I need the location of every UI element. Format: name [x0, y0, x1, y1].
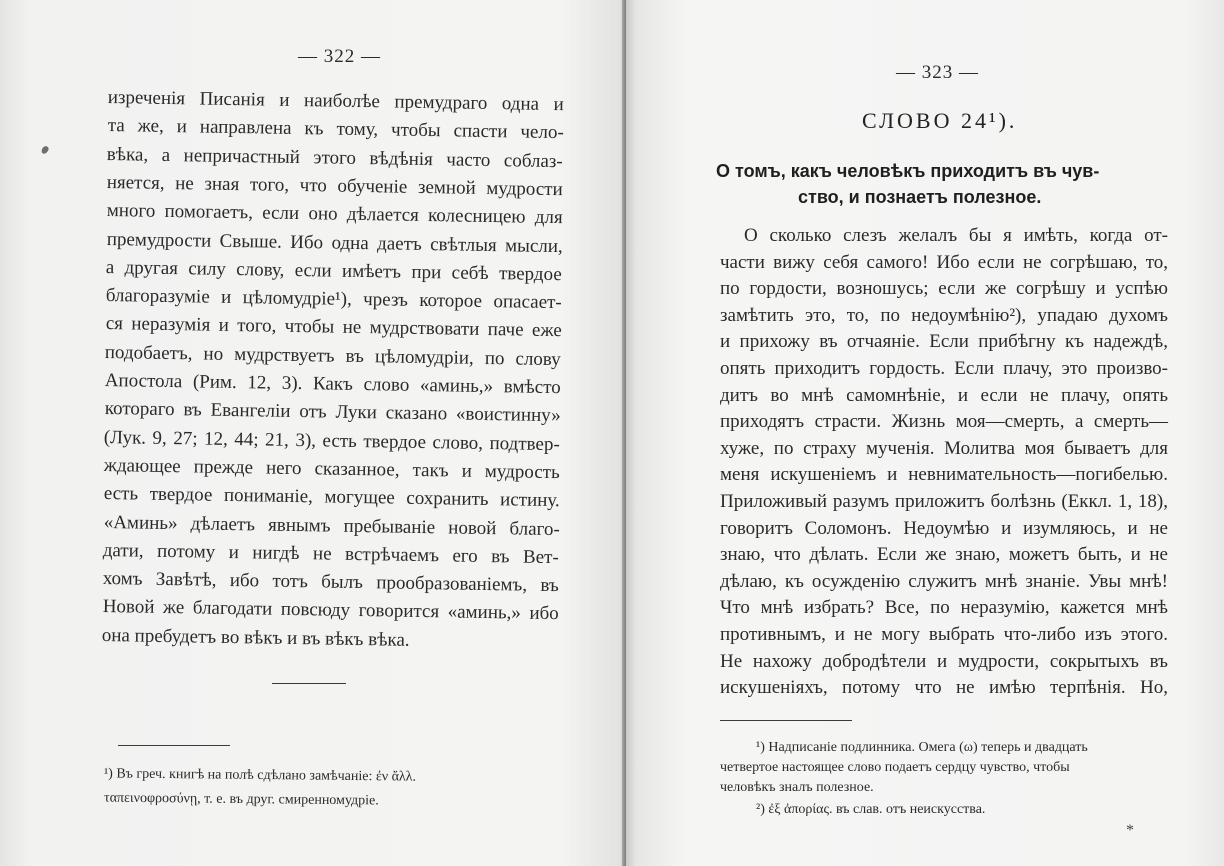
body-line: подобаетъ, но мудрствуетъ въ цѣломудріи, по слову [104, 341, 562, 370]
body-line: «Аминь» дѣлаетъ явнымъ пребываніе новой благо- [103, 511, 560, 540]
body-line: Новой же благодати повсюду говорится «аминь,» ибо [102, 596, 559, 625]
footnote-line: ταπεινοφροσύνῃ, т. е. въ друг. смиренномудріе. [103, 790, 379, 809]
body-line: хуже, по страху мученія. Молитва моя бываетъ для [720, 437, 1168, 459]
body-line: дѣлаю, къ осужденію служитъ мнѣ знаніе. Увы мнѣ! [720, 570, 1168, 592]
body-line: премудрости Свыше. Ибо одна даетъ свѣтлыя мысли, [106, 228, 563, 257]
body-line: Не нахожу добродѣтели и мудрости, сокрытыхъ въ [720, 650, 1168, 672]
footnote-line: ¹) Въ греч. книгѣ на полѣ сдѣлано замѣчаніе: ἐν ἄλλ. [103, 766, 417, 785]
subtitle-line: О томъ, какъ человѣкъ приходитъ въ чув- [716, 161, 1100, 181]
body-line: замѣтить это, то, по недоумѣнію²), упадаю духомъ [720, 304, 1168, 326]
footnote-rule-right [720, 720, 852, 721]
page-number-right: — 323 — [896, 62, 979, 83]
body-line: изреченія Писанія и наиболѣе премудраго одна и [107, 86, 564, 116]
page-number-left: — 322 — [298, 46, 381, 67]
chapter-title: СЛОВО 24¹). [862, 108, 1018, 133]
body-line: противнымъ, и не могу выбрать что-либо изъ этого. [720, 624, 1168, 645]
section-rule-left [272, 683, 346, 684]
body-line: дитъ во мнѣ самомнѣніе, и если не плачу, опять [720, 384, 1168, 406]
body-line: ждающее прежде него сказанное, такъ и мудрость [103, 454, 560, 484]
footnote-line: ¹) Надписаніе подлинника. Омега (ω) теперь и двадцать [756, 740, 1088, 755]
body-line: О сколько слезъ желалъ бы я имѣть, когда от- [744, 225, 1168, 246]
body-line: части вижу себя самого! Ибо если не согрѣшаю, то, [720, 251, 1168, 273]
body-line: вѣка, а непричастный этого вѣдѣнія часто соблаз- [107, 143, 564, 172]
body-line: котораго въ Евангеліи отъ Луки сказано «воистинну» [104, 398, 561, 427]
body-line: (Лук. 9, 27; 12, 44; 21, 3), есть твердое слово, подтвер- [104, 426, 561, 455]
footnote-line: человѣкъ зналъ полезное. [720, 780, 874, 795]
body-line: опять приходитъ гордость. Если плачу, это произво- [720, 358, 1168, 379]
footnote-line: четвертое настоящее слово подаетъ сердцу чувство, чтобы [720, 760, 1070, 775]
body-line: она пребудетъ во вѣкъ и въ вѣкъ вѣка. [101, 624, 411, 651]
body-line: говоритъ Соломонъ. Недоумѣю и изумляюсь, и не [720, 517, 1168, 539]
body-line: много помогаетъ, если оно дѣлается колесницею для [106, 200, 563, 229]
body-line: а другая силу слову, если имѣетъ при себѣ твердое [105, 256, 563, 285]
body-line: меня искушеніемъ и невнимательность—погибелью. [720, 464, 1168, 486]
body-line: Апостола (Рим. 12, 3). Какъ слово «аминь,» вмѣсто [104, 369, 561, 399]
subtitle-line: ство, и познаетъ полезное. [798, 187, 1042, 207]
body-line: и прихожу въ отчаяніе. Если прибѣгну къ надеждѣ, [720, 331, 1168, 353]
ink-speck [40, 145, 49, 155]
right-page [626, 0, 1224, 866]
footnote-line: ²) ἐξ ἀπορίας. въ слав. отъ неискусства. [756, 802, 986, 817]
body-line: Что мнѣ избрать? Все, по неразумію, кажется мнѣ [720, 597, 1168, 619]
body-line: благоразуміе и цѣломудріе¹), чрезъ которое опасает- [105, 285, 562, 314]
body-line: та же, и направлена къ тому, чтобы спасти чело- [107, 115, 564, 144]
body-line: приходятъ страсти. Жизнь моя—смерть, а смерть— [720, 411, 1168, 433]
body-line: Приложивый разумъ приложитъ болѣзнь (Еккл. 1, 18), [720, 491, 1168, 512]
body-line: хомъ Завѣтѣ, ибо тотъ былъ прообразованіемъ, въ [102, 568, 559, 597]
footnote-rule-left [118, 745, 230, 746]
body-line: знаю, что дѣлать. Если же знаю, можетъ быть, и не [720, 544, 1168, 566]
body-line: искушеніяхъ, потому что не имѣю терпѣнія. Но, [720, 677, 1168, 699]
body-line: няется, не зная того, что обученіе земной мудрости [106, 171, 563, 201]
signature-mark: * [1126, 822, 1134, 839]
body-line: по гордости, возношусь; если же согрѣшу и успѣю [720, 278, 1168, 300]
body-line: дати, потому и нигдѣ не встрѣчаемъ его въ Вет- [102, 539, 560, 568]
body-line: ся неразумія и того, чтобы не мудрствовати паче еже [105, 313, 562, 342]
body-line: есть твердое пониманіе, могущее сохранить истину. [103, 483, 560, 512]
